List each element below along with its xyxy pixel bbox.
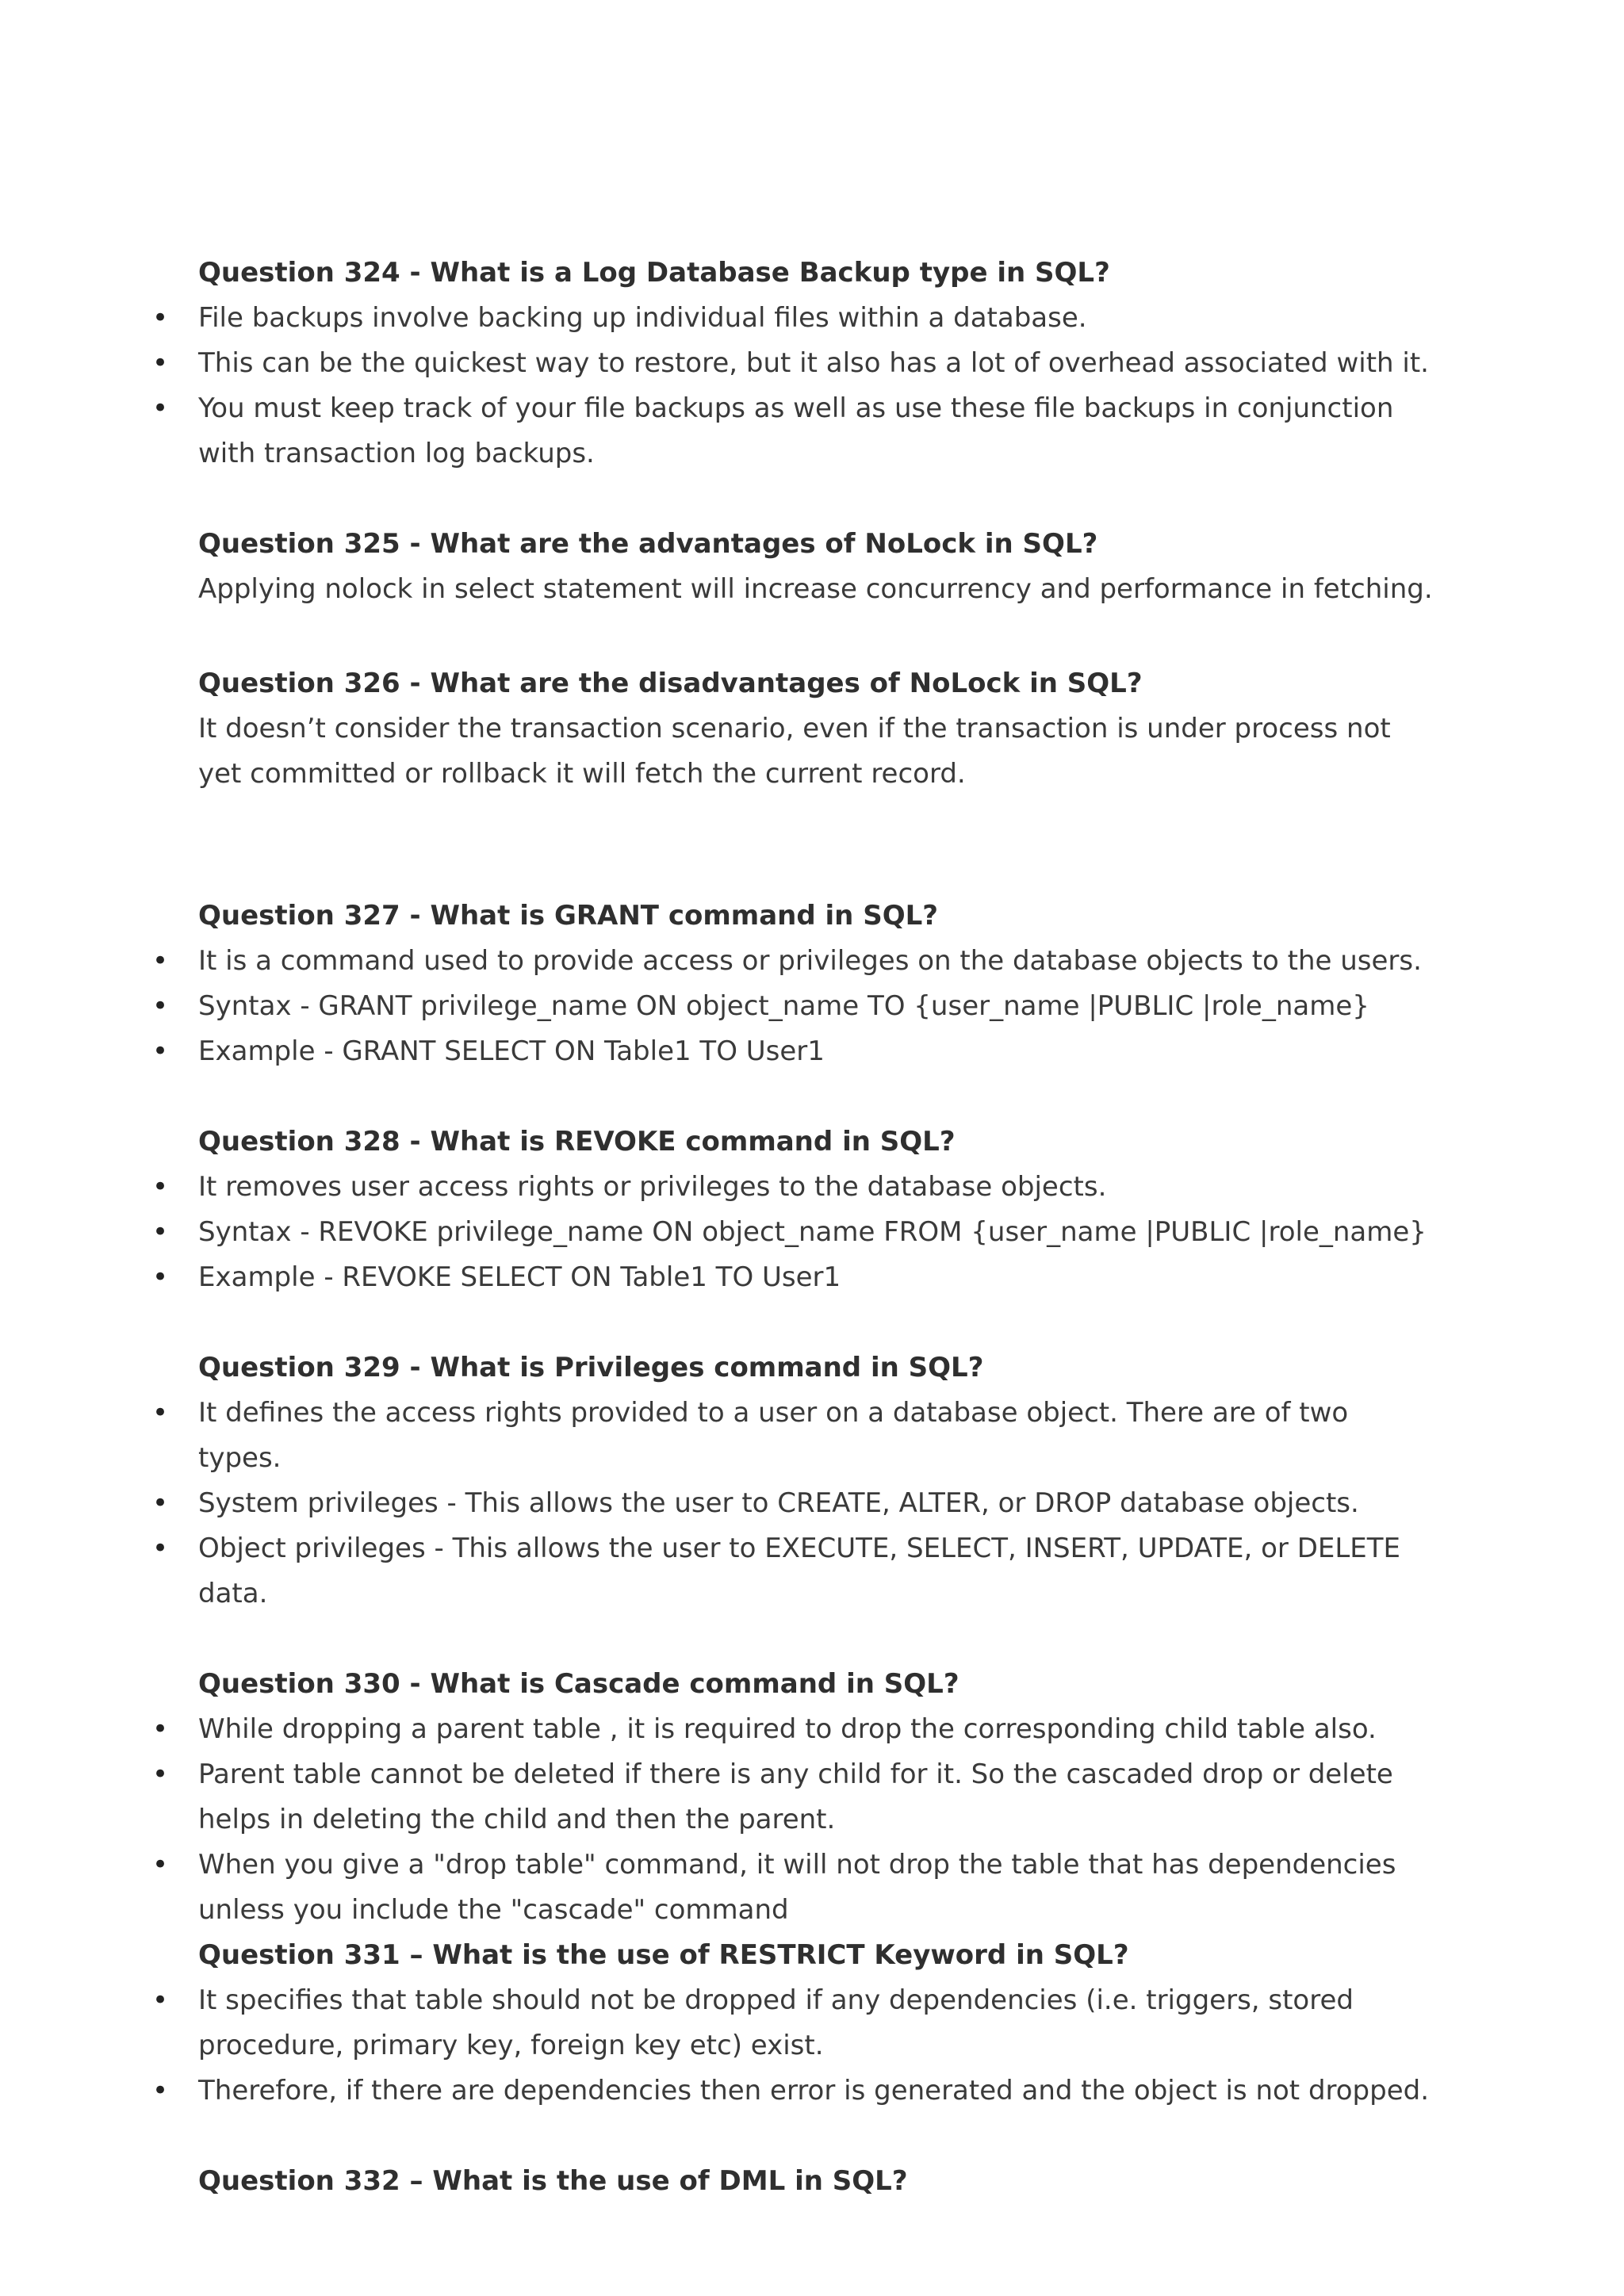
list-item: • When you give a "drop table" command, it will not drop the table that has dependencies unless you include the "cascade" command <box>198 1843 1435 1933</box>
list-item: • Example - REVOKE SELECT ON Table1 TO User1 <box>198 1255 1435 1300</box>
list-item: • It is a command used to provide access or privileges on the database objects to the users. <box>198 939 1435 984</box>
question-328 <box>152 1119 1435 1300</box>
question-327 <box>152 894 1435 1074</box>
bullet-icon: • <box>152 1758 169 1790</box>
question-heading: Question 324 - What is a Log Database Backup type in SQL? <box>198 257 1110 289</box>
bullet-icon: • <box>152 1849 169 1881</box>
bullet-icon: • <box>152 347 169 379</box>
question-heading: Question 332 – What is the use of DML in SQL? <box>198 2165 908 2197</box>
question-heading: Question 327 - What is GRANT command in SQL? <box>198 900 938 932</box>
bullet-icon: • <box>152 392 169 424</box>
list-item: • Syntax - REVOKE privilege_name ON object_name FROM {user_name |PUBLIC |role_name} <box>198 1210 1435 1255</box>
list-item: • It removes user access rights or privileges to the database objects. <box>198 1165 1435 1210</box>
answer-text: It doesn’t consider the transaction scenario, even if the transaction is under process not yet committed or rollback it will fetch the current record. <box>198 713 1391 790</box>
answer-text: Applying nolock in select statement will increase concurrency and performance in fetching. <box>198 573 1433 605</box>
question-324 <box>152 251 1435 476</box>
question-heading: Question 329 - What is Privileges command in SQL? <box>198 1352 984 1383</box>
bullet-icon: • <box>152 302 169 334</box>
question-heading: Question 326 - What are the disadvantages of NoLock in SQL? <box>198 668 1143 699</box>
bullet-icon: • <box>152 1035 169 1067</box>
document-content <box>152 251 1435 2204</box>
question-heading: Question 330 - What is Cascade command in SQL? <box>198 1668 959 1700</box>
question-329 <box>152 1345 1435 1617</box>
list-item: • File backups involve backing up individual files within a database. <box>198 296 1435 341</box>
bullet-list <box>152 1391 1435 1617</box>
list-item: • System privileges - This allows the user to CREATE, ALTER, or DROP database objects. <box>198 1481 1435 1526</box>
question-326 <box>198 661 1435 797</box>
question-331 <box>152 1933 1435 2114</box>
question-heading: Question 331 – What is the use of RESTRICT Keyword in SQL? <box>198 1939 1129 1971</box>
bullet-icon: • <box>152 1261 169 1293</box>
list-item: • Therefore, if there are dependencies then error is generated and the object is not dropped. <box>198 2068 1435 2114</box>
question-325 <box>198 522 1435 612</box>
bullet-list <box>152 296 1435 476</box>
bullet-list <box>152 1978 1435 2114</box>
bullet-icon: • <box>152 945 169 977</box>
bullet-list <box>152 939 1435 1074</box>
bullet-icon: • <box>152 1397 169 1429</box>
list-item: • This can be the quickest way to restore, but it also has a lot of overhead associated with it. <box>198 341 1435 386</box>
list-item: • Example - GRANT SELECT ON Table1 TO User1 <box>198 1029 1435 1074</box>
bullet-icon: • <box>152 1171 169 1203</box>
list-item: • While dropping a parent table , it is required to drop the corresponding child table also. <box>198 1707 1435 1752</box>
bullet-icon: • <box>152 1487 169 1519</box>
bullet-icon: • <box>152 1713 169 1745</box>
list-item: • It specifies that table should not be dropped if any dependencies (i.e. triggers, stored procedure, primary key, foreign key etc) exist. <box>198 1978 1435 2068</box>
question-heading: Question 328 - What is REVOKE command in SQL? <box>198 1126 956 1158</box>
bullet-list <box>152 1707 1435 1933</box>
bullet-icon: • <box>152 990 169 1022</box>
bullet-icon: • <box>152 1533 169 1564</box>
bullet-list <box>152 1165 1435 1300</box>
list-item: • You must keep track of your file backups as well as use these file backups in conjunction with transaction log backups. <box>198 386 1435 476</box>
bullet-icon: • <box>152 1216 169 1248</box>
bullet-icon: • <box>152 1984 169 2016</box>
question-332 <box>198 2159 1435 2204</box>
question-330 <box>152 1662 1435 1933</box>
question-heading: Question 325 - What are the advantages of NoLock in SQL? <box>198 528 1098 560</box>
list-item: • Parent table cannot be deleted if there is any child for it. So the cascaded drop or delete helps in deleting the child and then the parent. <box>198 1752 1435 1843</box>
list-item: • It defines the access rights provided to a user on a database object. There are of two types. <box>198 1391 1435 1481</box>
list-item: • Object privileges - This allows the user to EXECUTE, SELECT, INSERT, UPDATE, or DELETE data. <box>198 1526 1435 1617</box>
list-item: • Syntax - GRANT privilege_name ON object_name TO {user_name |PUBLIC |role_name} <box>198 984 1435 1029</box>
bullet-icon: • <box>152 2075 169 2107</box>
